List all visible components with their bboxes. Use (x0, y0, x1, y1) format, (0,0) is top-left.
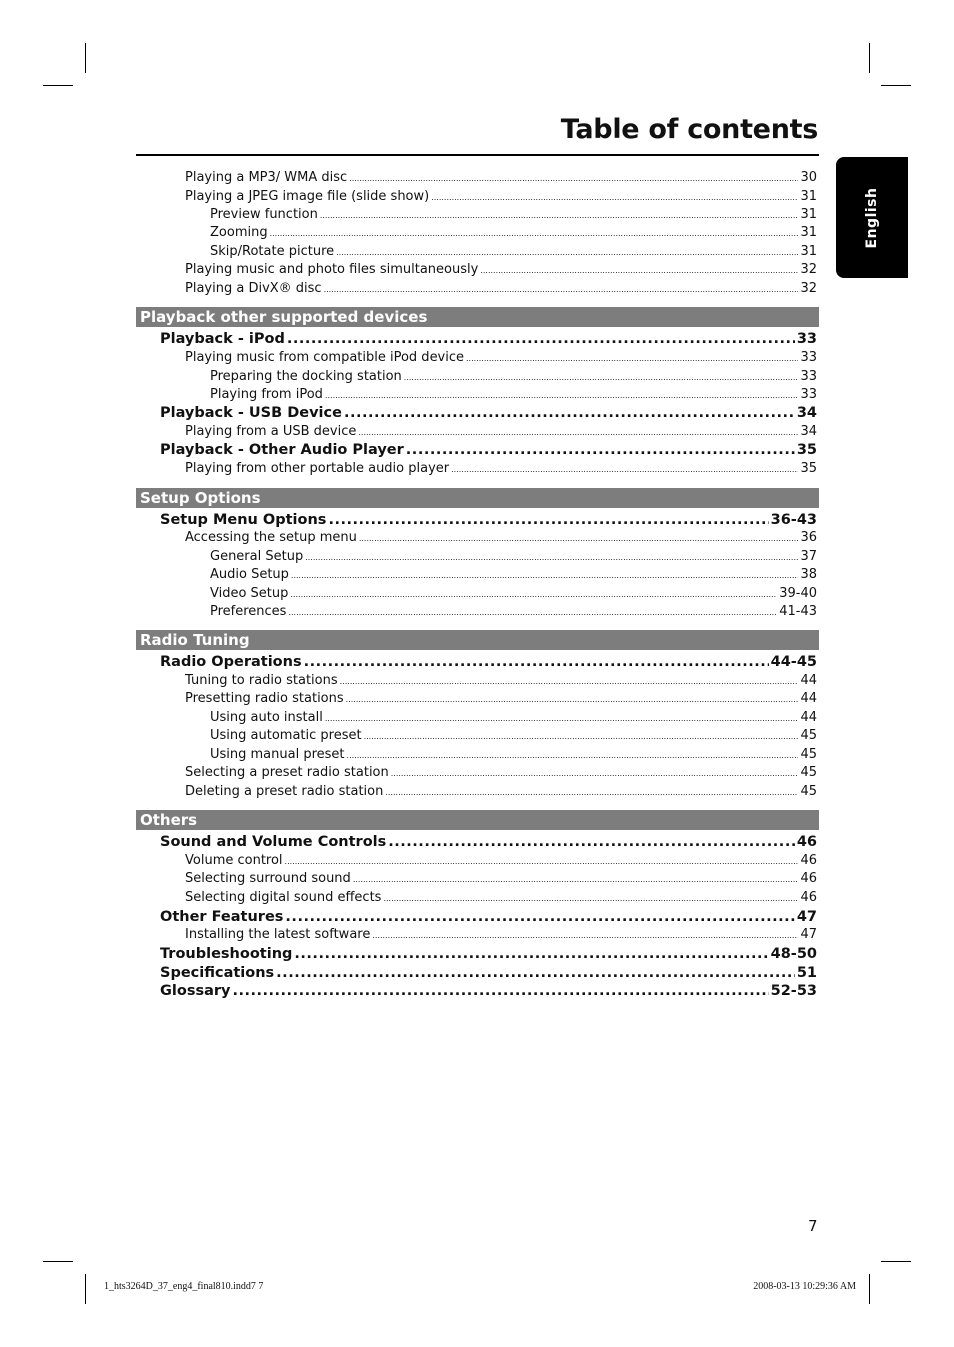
dot-leader (294, 945, 768, 964)
dot-leader (406, 441, 795, 460)
dot-leader (276, 964, 795, 983)
toc-entry-label: Playing from iPod (210, 386, 323, 402)
toc-entry[interactable] (136, 945, 819, 964)
toc-entry[interactable] (136, 926, 819, 945)
toc-entry-label: Playing from other portable audio player (185, 461, 450, 477)
toc-entry-page: 35 (800, 461, 817, 477)
toc-entry-label: Selecting a preset radio station (185, 764, 389, 780)
toc-entry-page: 31 (800, 225, 817, 241)
toc-entry-label: Playback - Other Audio Player (160, 442, 404, 459)
toc-entry-label: Sound and Volume Controls (160, 834, 387, 851)
toc-entry-label: Playback - iPod (160, 331, 285, 348)
toc-entry-page: 35 (796, 442, 817, 459)
crop-mark (43, 1261, 73, 1262)
toc-entry-label: Selecting digital sound effects (185, 890, 382, 905)
toc-entry-label: Radio Operations (160, 654, 302, 671)
toc-entry-page: 45 (800, 783, 817, 799)
toc-entry[interactable] (136, 386, 819, 404)
toc-entry[interactable] (136, 746, 819, 764)
toc-entry-page: 45 (800, 728, 817, 744)
toc-entry[interactable] (136, 852, 819, 871)
dot-leader (305, 549, 798, 567)
dot-leader (340, 673, 799, 692)
footer-file-name: 1_hts3264D_37_eng4_final810.indd7 7 (104, 1281, 264, 1292)
toc-entry-label: Audio Setup (210, 567, 289, 583)
section-header: Radio Tuning (136, 630, 819, 650)
toc-entry-page: 44 (800, 710, 817, 726)
toc-entry-page: 46 (800, 871, 817, 887)
toc-entry-label: Playing a JPEG image file (slide show) (185, 188, 430, 204)
toc-entry-label: Using manual preset (210, 746, 345, 762)
dot-leader (325, 387, 799, 405)
toc-entry[interactable] (136, 764, 819, 783)
toc-entry[interactable] (136, 585, 819, 603)
toc-entry-page: 45 (800, 746, 817, 762)
toc-entry-page: 46 (796, 834, 817, 851)
toc-entry-page: 32 (800, 280, 817, 296)
dot-leader (349, 170, 798, 189)
toc-entry[interactable] (136, 653, 819, 672)
toc-entry-label: Installing the latest software (185, 927, 371, 943)
crop-mark (869, 43, 870, 73)
toc-entry[interactable] (136, 441, 819, 460)
crop-mark (881, 85, 911, 86)
toc-entry[interactable] (136, 188, 819, 207)
page-title: Table of contents (560, 114, 818, 145)
toc-entry-page: 44 (800, 672, 817, 688)
toc-entry[interactable] (136, 908, 819, 927)
toc-entry-page: 46 (800, 852, 817, 868)
toc-entry-label: Presetting radio stations (185, 691, 344, 707)
toc-entry[interactable] (136, 460, 819, 479)
crop-mark (43, 85, 73, 86)
toc-entry-label: Selecting surround sound (185, 871, 351, 887)
toc-entry[interactable] (136, 349, 819, 368)
language-tab-label: English (864, 187, 880, 248)
toc-entry-label: Preparing the docking station (210, 368, 402, 384)
crop-mark (881, 1261, 911, 1262)
dot-leader (270, 225, 799, 243)
toc-entry-page: 30 (800, 170, 817, 185)
dot-leader (359, 530, 799, 549)
toc-entry-label: Specifications (160, 964, 275, 981)
toc-entry[interactable] (136, 690, 819, 709)
dot-leader (344, 404, 795, 423)
toc-entry-page: 41-43 (779, 603, 817, 619)
toc-entry-page: 33 (800, 368, 817, 384)
toc-entry[interactable] (136, 889, 819, 908)
dot-leader (388, 833, 795, 852)
dot-leader (358, 424, 798, 443)
toc-entry-page: 38 (800, 567, 817, 583)
dot-leader (431, 189, 798, 208)
toc-entry-page: 31 (800, 207, 817, 223)
toc-entry-label: Glossary (160, 983, 231, 1000)
toc-entry-label: Skip/Rotate picture (210, 243, 335, 259)
language-tab (836, 157, 908, 278)
page-number: 7 (808, 1217, 818, 1235)
toc-entry[interactable] (136, 529, 819, 548)
toc-entry-label: Zooming (210, 225, 268, 241)
table-of-contents (136, 169, 819, 1001)
toc-entry-label: Preferences (210, 603, 287, 619)
toc-entry[interactable] (136, 603, 819, 621)
toc-entry-page: 45 (800, 764, 817, 780)
toc-entry-page: 51 (796, 964, 817, 981)
toc-entry[interactable] (136, 548, 819, 566)
section-header: Setup Options (136, 488, 819, 508)
toc-entry-label: Playing a MP3/ WMA disc (185, 170, 348, 185)
toc-entry-page: 52-53 (770, 983, 817, 1000)
toc-entry-page: 46 (800, 890, 817, 905)
toc-entry-label: Other Features (160, 908, 284, 925)
toc-entry[interactable] (136, 206, 819, 224)
dot-leader (372, 927, 798, 946)
toc-entry[interactable] (136, 709, 819, 727)
toc-entry-label: Accessing the setup menu (185, 530, 357, 546)
toc-entry[interactable] (136, 169, 819, 188)
dot-leader (451, 461, 798, 480)
toc-entry[interactable] (136, 833, 819, 852)
toc-entry[interactable] (136, 672, 819, 691)
toc-entry-label: Playing music from compatible iPod device (185, 349, 465, 365)
toc-entry-label: Volume control (185, 852, 283, 868)
dot-leader (346, 691, 799, 710)
toc-entry-page: 36 (800, 530, 817, 546)
section-header: Others (136, 810, 819, 830)
dot-leader (391, 765, 799, 784)
toc-entry-label: Video Setup (210, 585, 289, 601)
toc-entry-label: Tuning to radio stations (185, 672, 338, 688)
toc-entry-page: 34 (800, 423, 817, 439)
toc-entry-page: 31 (800, 243, 817, 259)
toc-entry-label: Setup Menu Options (160, 511, 327, 528)
toc-entry-page: 31 (800, 188, 817, 204)
dot-leader (353, 871, 799, 890)
dot-leader (285, 853, 799, 872)
dot-leader (304, 653, 769, 672)
toc-entry[interactable] (136, 566, 819, 584)
toc-entry[interactable] (136, 261, 819, 280)
dot-leader (385, 784, 798, 803)
toc-entry[interactable] (136, 330, 819, 349)
toc-entry-page: 36-43 (770, 511, 817, 528)
toc-entry-label: Troubleshooting (160, 945, 293, 962)
toc-entry-label: Playing a DivX® disc (185, 280, 322, 296)
dot-leader (291, 567, 799, 585)
toc-entry-page: 33 (800, 386, 817, 402)
toc-entry[interactable] (136, 982, 819, 1001)
dot-leader (288, 604, 777, 622)
dot-leader (325, 710, 799, 728)
toc-entry-page: 34 (796, 405, 817, 422)
toc-entry-page: 33 (800, 349, 817, 365)
dot-leader (324, 281, 799, 300)
toc-entry[interactable] (136, 404, 819, 423)
toc-entry-label: Playing music and photo files simultaneously (185, 262, 479, 278)
dot-leader (347, 747, 799, 765)
dot-leader (232, 982, 768, 1001)
dot-leader (383, 890, 798, 909)
toc-entry-label: Using auto install (210, 710, 323, 726)
toc-entry-label: Preview function (210, 207, 318, 223)
dot-leader (336, 244, 798, 262)
toc-entry-page: 47 (800, 927, 817, 943)
crop-mark (85, 1274, 86, 1304)
toc-entry-page: 47 (796, 908, 817, 925)
dot-leader (328, 511, 768, 530)
toc-entry[interactable] (136, 368, 819, 386)
section-header: Playback other supported devices (136, 307, 819, 327)
toc-entry-page: 33 (796, 331, 817, 348)
dot-leader (480, 262, 798, 281)
crop-mark (85, 43, 86, 73)
toc-entry[interactable] (136, 243, 819, 261)
toc-entry[interactable] (136, 280, 819, 299)
toc-entry-label: Playing from a USB device (185, 423, 357, 439)
dot-leader (466, 350, 798, 369)
toc-entry-page: 37 (800, 548, 817, 564)
toc-entry-page: 44-45 (770, 654, 817, 671)
toc-entry[interactable] (136, 511, 819, 530)
toc-entry-page: 32 (800, 262, 817, 278)
crop-mark (869, 1274, 870, 1304)
footer-timestamp: 2008-03-13 10:29:36 AM (753, 1281, 856, 1292)
dot-leader (320, 207, 799, 225)
toc-entry-label: General Setup (210, 548, 304, 564)
dot-leader (287, 330, 795, 349)
dot-leader (285, 908, 794, 927)
toc-entry-label: Using automatic preset (210, 728, 362, 744)
toc-entry[interactable] (136, 870, 819, 889)
dot-leader (364, 728, 799, 746)
toc-entry-label: Playback - USB Device (160, 405, 342, 422)
toc-entry-page: 44 (800, 691, 817, 707)
toc-entry-label: Deleting a preset radio station (185, 783, 384, 799)
toc-entry[interactable] (136, 783, 819, 802)
toc-entry[interactable] (136, 964, 819, 983)
title-rule (136, 154, 819, 156)
dot-leader (290, 586, 777, 604)
dot-leader (404, 369, 799, 387)
toc-entry-page: 39-40 (779, 585, 817, 601)
toc-entry-page: 48-50 (770, 945, 817, 962)
toc-entry[interactable] (136, 224, 819, 242)
toc-entry[interactable] (136, 423, 819, 442)
toc-entry[interactable] (136, 727, 819, 745)
